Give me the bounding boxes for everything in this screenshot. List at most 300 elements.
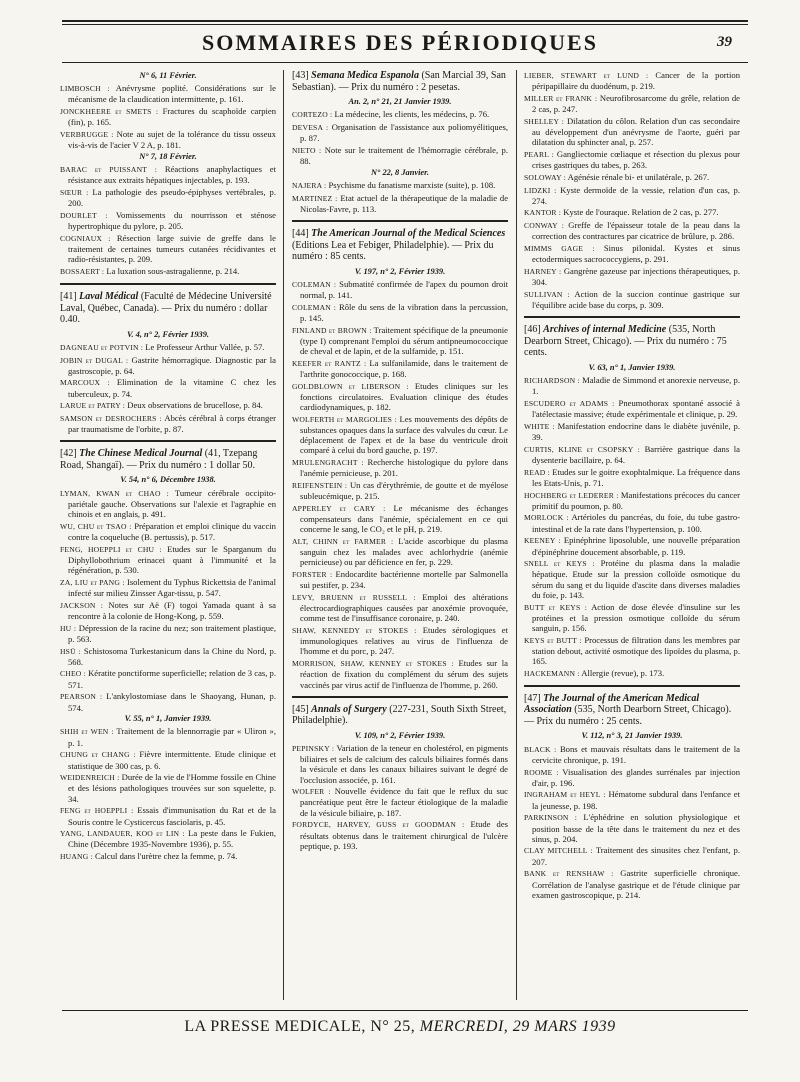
article-title: Gastrite superficielle chronique. Corrélation de l'analyse gastrique et de l'étude clinique par examen gastroscopique, p. 214. [532,868,740,900]
article-authors: PEPINSKY : [292,743,335,753]
article-authors: LARUE et PATRY : [60,401,126,411]
article-entry [60,521,276,542]
article-authors: MILLER et FRANK : [524,93,598,103]
article-authors: CHUNG et CHANG : [60,750,136,760]
article-entry [524,116,740,148]
article-entry [524,149,740,170]
article-authors: LEVY, BRUENN et RUSSELL : [292,592,416,602]
article-entry [60,210,276,231]
journal-section-41 [60,283,276,434]
article-title: Fièvre intermittente. Etude clinique et statistique de 300 cas, p. 6. [68,749,276,771]
journal-section-47 [524,685,740,900]
article-entry [524,845,740,866]
article-authors: PARKINSON : [524,813,578,823]
entry-list [292,109,508,166]
article-entry [60,851,276,862]
article-title: La peste dans le Fukien, Chine (Décembre 1935-Novembre 1936), p. 55. [68,828,276,850]
article-title: Note au sujet de la tolérance du tissu osseux vis-à-vis de l'acier V 2 A, p. 181. [68,129,276,151]
article-authors: LIEBER, STEWART et LUND : [524,71,649,80]
article-authors: CLAY MITCHELL : [524,846,593,856]
article-entry [524,558,740,600]
article-authors: SNELL et KEYS : [524,559,595,569]
article-authors: LIMBOSCH : [60,84,110,94]
article-entry [524,812,740,844]
article-authors: CORTEZO : [292,110,333,120]
article-title: Etudes sur la réaction de fixation du complément du sérum des sujets vaccinés par virus actif de l'influenza de l'homme, p. 260. [300,658,508,690]
article-title: La médecine, les clients, les médecins, p. 76. [334,109,490,120]
article-authors: JACKSON : [60,600,104,610]
journal-name: Semana Medica Espanola [311,70,419,81]
article-authors: HOCHBERG et LEDERER : [524,490,619,500]
article-title: Dépression de la racine du nez; son traitement plastique, p. 563. [68,622,276,644]
issue-heading: V. 112, n° 3, 21 Janvier 1939. [581,731,683,741]
article-title: Etudes sérologiques et immunologiques relatives au virus de l'influenza de l'homme et du porc, p. 247. [300,625,508,657]
article-title: Sinus pilonidal. Kystes et sinus ectodermiques sacrococcygiens, p. 291. [532,243,740,265]
article-title: Action de la succion continue gastrique sur l'équilibre acide base du corps, p. 309. [532,288,740,311]
article-entry [524,421,740,442]
article-title: Fractures du scaphoïde carpien (fin), p. 165. [68,106,276,128]
article-authors: MRULENGRACHT : [292,457,364,467]
entry-list [292,279,508,690]
article-authors: WEIDENREICH : [60,773,120,783]
article-authors: HSÜ : [60,646,81,656]
top-double-rule [62,20,748,22]
article-entry [60,805,276,826]
article-entry [524,512,740,533]
article-entry [524,744,740,765]
article-entry [524,868,740,900]
article-title: Un cas d'érythrémie, de goutte et de myélose subleucémique, p. 215. [300,479,508,502]
journal-section-46 [524,316,740,679]
article-entry [60,377,276,398]
entry-list [60,83,276,150]
article-entry [292,302,508,323]
article-authors: SULLIVAN : [524,289,570,299]
journal-details: (535, North Dearborn Street, Chicago). — Prix du numéro : 75 cents. [524,324,727,359]
article-authors: CONWAY : [524,221,565,231]
page-footer [0,1018,800,1036]
article-authors: MIMMS GAGE : [524,244,595,254]
article-title: Réactions anaphylactiques et résistance aux extraits hépatiques injectables, p. 193. [68,164,276,186]
article-entry [60,623,276,644]
article-authors: RICHARDSON : [524,375,580,385]
article-title: Etat actuel de la thérapeutique de la maladie de Nicolas-Favre, p. 113. [300,192,508,214]
article-title: Etude des résultats obtenus dans le traitement chirurgical de l'ulcère peptique, p. 193. [300,819,508,851]
article-title: Préparation et emploi clinique du vaccin contre la coqueluche (B. pertussis), p. 517. [68,520,276,542]
article-entry [292,503,508,535]
issue-heading: V. 55, n° 1, Janvier 1939. [124,714,212,724]
article-entry [524,602,740,634]
top-double-rule-inner [62,24,748,25]
article-entry [60,828,276,849]
article-title: Visualisation des glandes surrénales par injection d'air, p. 196. [532,766,740,788]
article-authors: WOLFERTH et MARGOLIES : [292,414,397,424]
article-authors: FINLAND et BROWN : [292,325,372,335]
article-title: La sulfanilamide, dans le traitement de l'arthrite gonococcique, p. 168. [300,357,508,379]
article-authors: VERBRUGGE : [60,130,114,140]
article-title: Action de dose élevée d'insuline sur les protéines et la pression osmotique colloïde du sérum sanguin, p. 156. [532,601,740,633]
entry-list [292,743,508,851]
article-title: Pneumothorax spontané associé à l'atélectasie massive; étude expérimentale et clinique, p. 29. [532,397,740,420]
article-authors: GOLDBLOWN et LIBERSON : [292,381,409,391]
journal-number: [45] [292,703,309,715]
article-entry [524,70,740,91]
column-divider [283,70,284,1000]
article-entry [524,289,740,310]
article-title: Neurofibrosarcome du grêle, relation de 2 cas, p. 247. [532,92,740,115]
article-authors: HACKEMANN : [524,668,580,678]
article-entry [524,635,740,667]
journal-details: (535, North Dearborn Street, Chicago). — Prix du numéro : 25 cents. [524,704,732,727]
journal-name: The Chinese Medical Journal [79,448,203,460]
article-entry [60,577,276,598]
article-entry [292,109,508,120]
entry-list [524,70,740,310]
article-title: Etudes sur le goitre exophtalmique. La fréquence dans les Etats-Unis, p. 71. [532,466,740,488]
journal-number: [41] [60,291,77,303]
issue-heading: An. 2, n° 21, 21 Janvier 1939. [348,97,452,106]
footer-rule [62,1010,748,1011]
column-right [524,70,740,1000]
article-authors: WU, CHU et TSAO : [60,521,132,531]
article-title: Variation de la teneur en cholestérol, en pigments biliaires et sels de calcium des calculs biliaires formés dans la vésicule et dans les canaux biliaires suivant le degré de l'occlusion associée, p. 161. [300,742,508,785]
article-entry [60,544,276,576]
article-authors: FORDYCE, HARVEY, GUSS et GOODMAN : [292,820,465,830]
title-rule [62,62,748,63]
article-title: Organisation de l'assistance aux poliomyélitiques, p. 87. [300,121,508,144]
article-title: Emploi des altérations électrocardiographiques causées par anoxémie provoquée, comme test de l'insuffisance coronaire, p. 240. [300,591,508,624]
article-authors: BANK et RENSHAW : [524,869,614,879]
article-title: Greffe de l'épaisseur totale de la peau dans la correction des contractures par cicatrice de brûlure, p. 286. [532,220,740,242]
page-title: SOMMAIRES DES PÉRIODIQUES [202,30,598,55]
article-title: La luxation sous-astragalienne, p. 214. [106,265,240,276]
entry-list [524,375,740,679]
article-authors: FENG, HOEPPLI et CHU : [60,544,162,554]
article-authors: FORSTER : [292,570,333,580]
journal-heading [524,324,740,359]
journal-details: (Editions Lea et Febiger, Philadelphie). — Prix du numéro : 85 cents. [292,239,494,263]
article-title: Psychisme du fanatisme marxiste (suite), p. 108. [328,179,496,190]
journal-details: (San Marcial 39, San Sebastian). — Prix du numéro : 2 pesetas. [292,70,506,93]
article-authors: APPERLEY et CARY : [292,503,386,513]
article-entry [292,279,508,300]
article-authors: BOSSAERT : [60,266,105,276]
article-entry [292,786,508,818]
article-entry [524,490,740,511]
column-left [60,70,276,1000]
article-title: Etudes cliniques sur les fonctions circulatoires. Evaluation clinique des études cardiodynamiques, p. 182. [300,380,508,412]
article-entry [60,233,276,265]
article-authors: KANTOR : [524,208,562,218]
article-entry [60,106,276,127]
article-entry [292,193,508,214]
journal-details: (41, Tzepang Road, Shangaï). — Prix du numéro : 1 dollar 50. [60,448,258,471]
article-title: Le Professeur Arthur Vallée, p. 57. [145,341,265,352]
article-entry [292,358,508,379]
article-authors: DOURLET : [60,210,108,220]
article-entry [292,325,508,357]
journal-number: [42] [60,448,77,460]
entry-list [524,744,740,900]
entry-list [60,164,276,277]
journal-section-45 [292,696,508,851]
column-middle [292,70,508,1000]
article-title: Traitement spécifique de la pneumonie (type I) comprenant l'emploi du sérum antipneumococcique de cheval et de lapin, et de la sulfamide, p. 151. [300,324,508,356]
article-authors: KEEFER et RANTZ : [292,358,367,368]
article-entry [292,536,508,568]
journal-number: [44] [292,228,309,240]
article-title: Manifestations précoces du cancer primitif du poumon, p. 80. [532,489,740,511]
article-title: Les mouvements des dépôts de substances opaques dans la surface des valvules du cœur. Le déplacement de l'apex et de la base du ventricule droit comparé à celui du bord gauche, p. 197. [300,413,508,456]
article-entry [60,646,276,667]
article-entry [292,180,508,191]
article-title: Vomissements du nourrisson et sténose hypertrophique du pylore, p. 205. [68,209,276,232]
article-entry [524,398,740,419]
article-authors: NAJERA : [292,180,327,190]
article-authors: HARNEY : [524,266,562,276]
article-authors: CURTIS, KLINE et CSOPSKY : [524,444,640,454]
article-authors: ROOME : [524,767,559,777]
article-authors: BUTT et KEYS : [524,602,588,612]
journal-details: (227-231, South Sixth Street, Philadelphie). [292,703,507,727]
article-entry [60,164,276,185]
article-entry [524,789,740,810]
article-authors: MARCOUX : [60,378,110,388]
article-authors: PEARL : [524,149,554,159]
entry-list [292,180,508,214]
article-title: Hématome subdural dans l'enfance et la jeunesse, p. 198. [532,789,740,811]
article-authors: WOLFER : [292,787,331,797]
article-title: Maladie de Simmond et anorexie nerveuse, p. 1. [532,374,740,397]
article-authors: ESCUDERO et ADAMS : [524,398,615,408]
article-authors: HU : [60,623,77,633]
article-entry [60,749,276,770]
article-entry [292,592,508,624]
entry-list [60,726,276,862]
page-number: 39 [717,34,732,50]
article-authors: YANG, LANDAUER, KOO et LIN : [60,829,185,839]
article-title: Manifestation endocrine dans le diabète juvénile, p. 39. [532,420,740,442]
article-title: Note sur le traitement de l'hémorragie cérébrale, p. 88. [300,144,508,167]
article-entry [60,600,276,621]
article-authors: KEYS et BUTT : [524,635,582,645]
article-title: Calcul dans l'urètre chez la femme, p. 74. [94,851,238,862]
article-authors: LIDZKI : [524,185,557,195]
article-title: Isolement du Typhus Rickettsia de l'animal infecté sur milieu Zinsser Agar-tissu, p. 547. [68,576,276,599]
article-authors: ALT, CHINN et FARMER : [292,536,394,546]
article-title: L'acide ascorbique du plasma sanguin chez les malades avec achlorhydrie (anémie pernicieuse) ou par déficience en fer, p. 229. [300,535,508,568]
article-entry [60,668,276,689]
article-title: Nouvelle évidence du fait que le reflux du suc pancréatique peut être le facteur étiologique de la maladie de la vésicule biliaire, p. 187. [300,786,508,818]
article-authors: KEENEY : [524,536,561,546]
article-entry [524,172,740,183]
article-entry [524,467,740,488]
entry-list [60,342,276,435]
article-authors: SAMSON et DESROCHERS : [60,414,162,424]
issue-heading: V. 197, n° 2, Février 1939. [354,266,446,276]
article-entry [292,569,508,590]
article-authors: COLEMAN : [292,279,337,289]
journal-name: Laval Médical [79,291,139,303]
article-entry [60,772,276,804]
journal-heading [292,228,508,263]
article-authors: REIFENSTEIN : [292,480,348,490]
issue-heading: V. 4, n° 2, Février 1939. [126,329,210,339]
article-authors: PEARSON : [60,692,103,702]
article-entry [292,658,508,690]
article-title: Résection large suivie de greffe dans le traitement de certaines tumeurs cutanées récidivantes et radio-résistantes, p. 209. [68,232,276,265]
article-authors: BLACK : [524,744,557,754]
article-title: Kyste dermoïde de la vessie, relation d'un cas, p. 274. [532,184,740,206]
article-entry [60,488,276,520]
article-title: Deux observations de brucellose, p. 84. [127,400,263,411]
article-authors: NIETO : [292,145,322,155]
article-title: Traitement de la blennorragie par « Uliron », p. 1. [68,726,276,748]
article-title: Allergie (revue), p. 173. [581,667,665,678]
article-authors: SOLOWAY : [524,172,566,182]
journal-name: The American Journal of the Medical Sciences [311,228,506,240]
article-title: Tumeur cérébrale occipito-pariétale gauche. Observations sur l'alexie et l'agraphie en chinois et en anglais, p. 491. [68,487,276,520]
article-entry [292,480,508,501]
article-entry [60,400,276,411]
journal-name: Annals of Surgery [311,703,387,715]
article-entry [524,767,740,788]
article-entry [60,355,276,376]
article-title: Agénésie rénale bi- et unilatérale, p. 267. [567,171,710,182]
journal-number: [46] [524,324,541,336]
article-entry [60,726,276,747]
article-title: Recherche histologique du pylore dans l'anémie pernicieuse, p. 201. [300,456,508,479]
article-title: L'éphédrine en solution physiologique et position basse de la tête dans le traitement du nez et des sinus, p. 204. [532,812,740,844]
article-entry [292,145,508,166]
article-authors: SŒUR : [60,188,89,198]
article-entry [524,444,740,465]
journal-number: [47] [524,692,541,704]
article-title: Submatité confirmée de l'apex du poumon droit normal, p. 141. [300,278,508,300]
entry-list [60,488,276,713]
issue-heading: N° 6, 11 Février. [139,71,197,80]
article-title: Kyste de l'ouraque. Relation de 2 cas, p. 277. [563,207,719,218]
footer-date: MERCREDI, 29 MARS 1939 [419,1018,616,1035]
article-entry [292,819,508,851]
article-authors: JOBIN et DUGAL : [60,355,129,365]
article-authors: JONCKHEERE et SMETS : [60,107,159,117]
issue-heading: V. 63, n° 1, Janvier 1939. [588,362,676,372]
article-title: Kératite ponctiforme superficielle; relation de 3 cas, p. 571. [68,668,276,690]
article-entry [524,220,740,241]
article-authors: SHAW, KENNEDY et STOKES : [292,626,417,636]
article-entry [292,414,508,456]
article-authors: BARAC et PUISSANT : [60,165,158,175]
article-title: Essais d'immunisation du Rat et de la Souris contre le Cysticercus fasciolaris, p. 45. [68,805,276,827]
article-entry [524,93,740,114]
issue-heading: N° 22, 8 Janvier. [370,167,430,177]
journal-heading [524,693,740,728]
article-title: Le mécanisme des échanges compensateurs dans l'anémie, spécialement en ce qui concerne le sang, le CO₂ et le pH, p. 219. [300,502,508,535]
issue-heading: V. 54, n° 6, Décembre 1938. [120,475,216,485]
article-entry [60,413,276,434]
article-authors: SHELLEY : [524,116,565,126]
journal-heading [60,448,276,471]
article-title: Bons et mauvais résultats dans le traitement de la cervicite chronique, p. 191. [532,743,740,765]
article-entry [292,743,508,785]
journal-name: The Journal of the American Medical Association [524,692,700,716]
article-title: Protéine du plasma dans la maladie hépatique. Etude sur la pression colloïde osmotique du sérum du sang et du liquide d'ascite dans diverses maladies du foie, p. 143. [532,558,740,600]
article-title: Endocardite bactérienne mortelle par Salmonella sui pestifer, p. 234. [300,569,508,591]
article-authors: FENG et HOEPPLI : [60,806,134,816]
journal-section-43 [292,70,508,214]
article-authors: MORRISON, SHAW, KENNEY et STOKES : [292,659,454,669]
article-entry [292,122,508,143]
article-entry [524,243,740,264]
article-entry [524,375,740,396]
article-authors: COLEMAN : [292,302,337,312]
article-entry [524,207,740,218]
article-entry [60,266,276,277]
article-title: Artérioles du pancréas, du foie, du tube gastro-intestinal et de la rate dans l'hypertension, p. 100. [532,512,740,534]
article-title: La pathologie des pseudo-épiphyses vertébrales, p. 200. [68,187,276,209]
article-title: Cancer de la portion péripapillaire du duodénum, p. 219. [532,70,740,92]
issue-heading: N° 7, 18 Février. [139,151,197,161]
column-divider [516,70,517,1000]
article-title: L'ankylostomiase dans le Shaoyang, Hunan, p. 574. [68,691,276,713]
article-authors: MORLOCK : [524,513,569,523]
article-entry [60,83,276,104]
article-title: Schistosoma Turkestanicum dans la Chine du Nord, p. 568. [68,645,276,667]
article-authors: SHIH et WEN : [60,727,114,737]
article-title: Traitement des sinusites chez l'enfant, p. 207. [532,845,740,867]
article-entry [292,457,508,478]
article-entry [292,625,508,657]
article-title: Gastrite hémorragique. Diagnostic par la gastroscopie, p. 64. [68,354,276,376]
journal-details: (Faculté de Médecine Université Laval, Québec, Canada). — Prix du numéro : dollar 0.40. [60,291,272,326]
article-title: Etudes sur le Sparganum du Diphyllobothrium erinacei quant à l'immunité et la régénération, p. 530. [68,543,276,576]
article-title: Barrière gastrique dans la dysenterie bacillaire, p. 64. [532,443,740,465]
article-title: Gangliectomie cœliaque et résection du plexus pour crises gastriques du tabes, p. 263. [532,148,740,171]
issue-heading: V. 109, n° 2, Février 1939. [354,730,446,740]
article-title: Notes sur Aë (F) togoi Yamada quant à sa rencontre à la colonie de Hong-Kong, p. 559. [68,599,276,621]
article-entry [292,381,508,413]
article-authors: DEVESA : [292,122,329,132]
article-title: Gangrène gazeuse par injections thérapeutiques, p. 304. [532,265,740,288]
article-title: Dilatation du côlon. Relation d'un cas secondaire au développement d'un anévrysme de l'aorte, guéri par dilatation du sphincter anal, p. 257. [532,115,740,148]
journal-heading [292,70,508,93]
journal-heading [292,704,508,727]
journal-section-42 [60,440,276,862]
article-title: Elimination de la vitamine C chez les tuberculeux, p. 74. [68,377,276,399]
article-authors: DAGNEAU et POTVIN : [60,342,144,352]
article-entry [524,185,740,206]
article-entry [524,668,740,679]
article-authors: READ : [524,467,550,477]
article-authors: HUANG : [60,852,93,862]
article-authors: LYMAN, KWAN et CHAO : [60,488,169,498]
footer-journal: LA PRESSE MEDICALE, N° 25, [184,1018,420,1035]
article-entry [60,187,276,208]
article-authors: CHEO : [60,669,86,679]
article-entry [60,691,276,712]
journal-number: [43] [292,70,309,81]
article-authors: INGRAHAM et HEYL : [524,790,606,800]
journal-heading [60,291,276,326]
article-entry [60,129,276,150]
article-authors: COGNIAUX : [60,233,111,243]
article-title: Durée de la vie de l'Homme fossile en Chine et des lésions pathologiques trouvées sur son squelette, p. 34. [68,772,276,804]
article-title: Processus de filtration dans les membres par station debout, activité osmotique des lipoïdes du plasma, p. 165. [532,634,740,667]
journal-section-44 [292,220,508,690]
article-title: Abcès cérébral à corps étranger par traumatisme de l'orbite, p. 87. [68,413,276,435]
article-authors: MARTINEZ : [292,193,338,203]
